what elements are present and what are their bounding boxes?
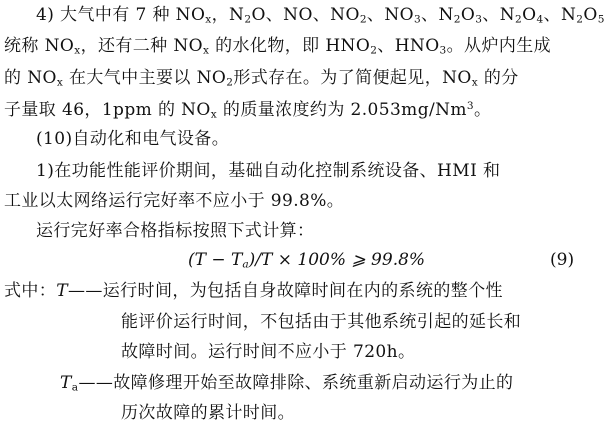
text-line: 子量取 46，1ppm 的 $NO_x$ 的质量浓度约为 2.053mg/Nm$^3$。	[4, 100, 492, 121]
text-line: 的 $NO_x$ 在大气中主要以 $NO_2$形式存在。为了简便起见，$NO_x$ 的分	[4, 68, 519, 89]
text-line: 工业以太网络运行完好率不应小于 99.8%。	[4, 191, 345, 211]
definition-line: 能评价运行时间，不包括由于其他系统引起的延长和	[121, 312, 522, 332]
equation-number: (9)	[550, 250, 575, 270]
definition-line: 式中：T——运行时间，为包括自身故障时间在内的系统的整个性	[4, 281, 503, 301]
definition-line: $T_a——$故障修理开始至故障排除、系统重新启动运行为止的	[60, 373, 514, 394]
text-line: 4) 大气中有 7 种 $NO_x$，$N_2O$、NO、$NO_2$、$NO_3$、$N_2O_3$、$N_2O_4$、$N_2O_5$	[36, 5, 605, 26]
text-line: 运行完好率合格指标按照下式计算：	[36, 221, 315, 241]
text-line: 统称 $NO_x$，还有二种 $NO_x$ 的水化物，即 $HNO_2$、$HNO_3$。从炉内生成	[4, 36, 552, 57]
definition-line: 历次故障的累计时间。	[121, 403, 295, 423]
equation: $(T - T_a)/T \times 100\%$ ⩾ 99.8%	[188, 250, 426, 271]
text-line: 1)在功能性能评价期间，基础自动化控制系统设备、HMI 和	[36, 161, 501, 181]
section-heading: (10)自动化和电气设备。	[36, 129, 230, 149]
definition-line: 故障时间。运行时间不应小于 720h。	[121, 342, 416, 362]
